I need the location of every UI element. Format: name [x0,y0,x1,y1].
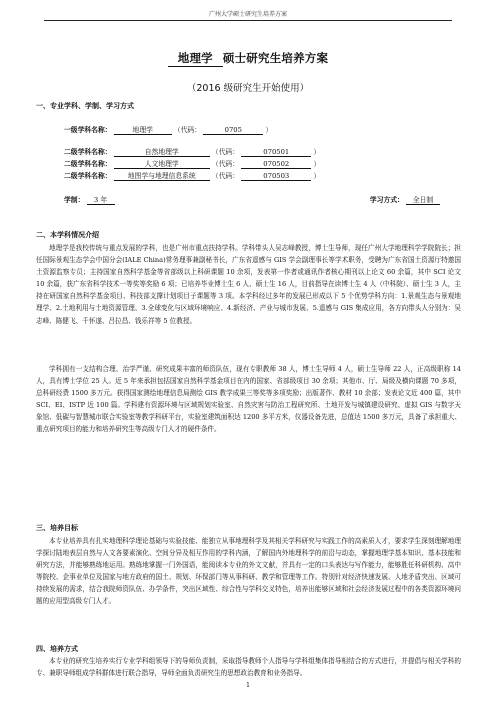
method-paragraph: 本专业的研究生培养实行专业学科组领导下的导师负责制，采取指导教师个人指导与学科组集体指导相结合的方式进行，并提倡与相关学科的专、兼职导师组成学科群体进行联合指导，导师全面负责研究生的思想政治教育和业务指导。 [36,657,461,678]
title-discipline: 地理学 [168,50,223,67]
intro-paragraph-2: 学科拥有一支结构合理、治学严谨、研究成果丰富的师资队伍，现有专职教师 38 人，博士生导师 4 人，硕士生导师 22 人，正高级职称 14 人，具有博士学位 25 人。近 5 年来承担包括国家自然科学基金项目在内的国家、省部级项目 30 余项；其他市、厅、局级及横向课题 70 多项，总科研经费 1500 多万元。获得国家测绘地理信息局测绘 GIS 教学成果三等奖等多项奖励；出版著作、教材 10 余部；发表论文近 400 篇，其中 SCI、EI、ISTP 近 100 篇。学科建有资源环境与区域规划实验室、自然灾害与防治工程研究所、土地开发与城镇建设研究、虚拟 GIS 与数字天象馆、低碳与智慧城市联合实验室等教学科研平台，实验室建筑面积达 1200 多平方米，仪器设备先进，总值达 1500 多万元，具备了承担重大、重点研究项目的能力和培养研究生等高级专门人才的硬件条件。 [36,365,461,434]
section-heading-2: 二、本学科情况介绍 [36,230,99,239]
header-rule [44,20,452,21]
level1-code-end: ） [265,126,273,134]
section-heading-1: 一、专业学科、学制、学习方式 [36,101,134,110]
level2-code: 070503 [241,172,311,181]
level2-code-label: （代码： [211,148,240,156]
level2-code-end: ） [313,148,321,156]
mode-label: 学习方式： [369,196,404,204]
level2-name: 自然地理学 [114,146,210,157]
level2-label: 二级学科名称： [64,172,112,180]
years-value: 3 年 [87,194,115,205]
level2-row-1 [64,146,320,157]
intro-paragraph-1: 地理学是我校传统与重点发展的学科，也是广州市重点扶持学科。学科带头人吴志峰教授，博士生导师，现任广州大学地理科学学院院长；担任国际景观生态学会中国分会(IALE China)常务理事兼副秘书长，广东省遥感与 GIS 学会副理事长等学术职务，受聘为广东省国土资源厅特邀国土资源监察专员；主持国家自然科学基金等省部级以上科研课题 10 余项，发表第一作者或通讯作者核心期刊以上论文 60 余篇，其中 SCI 论文 10 余篇，获广东省科学技术一等奖等奖励 6 项；已培养毕业博士生 6 人、硕士生 16 人，目前指导在读博士生 4 人（中科院）、硕士生 3 人，主持在研国家自然科学基金项目、科技部支撑计划项目子课题等 3 项。本学科经过多年的发展已形成以下 5 个优势学科方向：1.景观生态与景观地理学、2.土地利用与土地资源管理、3.全球变化与区域环境响应、4.新经济、产业与城市发展、5.遥感与 GIS 集成应用，各方向带头人分别为：吴志峰、陈健飞、千怀遂、吕拉昌、钱乐祥等 5 位教授。 [36,244,461,325]
section-heading-4: 四、培养方式 [36,644,78,653]
level1-label: 一级学科名称： [64,126,112,134]
level2-code-label: （代码： [211,160,240,168]
title-rest: 硕士研究生培养方案 [222,51,329,65]
level2-code: 070502 [241,160,311,169]
level2-label: 二级学科名称： [64,160,112,168]
level2-code-label: （代码： [211,172,240,180]
page-number: 1 [246,682,250,689]
study-mode-row [370,194,440,205]
section-heading-3: 三、培养目标 [36,523,78,532]
level2-name: 人文地理学 [114,158,210,169]
level1-name: 地理学 [114,124,172,135]
mode-value: 全日制 [406,194,440,205]
level2-code-end: ） [313,172,321,180]
level1-row [64,124,272,135]
years-label: 学制： [64,196,85,204]
level2-label: 二级学科名称： [64,148,112,156]
level2-code: 070501 [241,148,311,157]
level2-code-end: ） [313,160,321,168]
level2-row-2 [64,158,320,169]
page-subtitle: （2016 级研究生开始使用） [186,83,310,94]
level2-name: 地图学与地理信息系统 [114,170,210,181]
level2-row-3 [64,170,320,181]
page-title [0,50,496,67]
goals-paragraph: 本专业培养具有扎实地理科学理论基础与实验技能、能独立从事地理科学及其相关学科研究与实践工作的高素质人才，要求学生深刻理解地理学探讨陆地表层自然与人文各要素演化、空间分异及相互作用的学科内涵，了解国内外地理科学的前沿与动态，掌握地理学基本知识、基本技能和研究方法，并能够熟练地运用。熟练地掌握一门外国语，能阅读本专业的外文文献，并具有一定的口头表达与写作能力，能够胜任科研机构、高中等院校、企事业单位及国家与地方政府的国土、规划、环保部门等从事科研、教学和管理等工作。特别针对经济快速发展、人地矛盾突出、区域可持续发展的需求，结合我院师资队伍、办学条件，突出区域性、综合性与学科交叉特色，培养出能够区域和社会经济发展过程中的各类资源环境问题的应用型高级专门人才。 [36,537,461,606]
study-years-row [64,194,115,205]
level1-code: 0705 [203,126,263,135]
level1-code-label: （代码： [173,126,202,134]
running-header: 广州大学硕士研究生培养方案 [208,11,287,18]
